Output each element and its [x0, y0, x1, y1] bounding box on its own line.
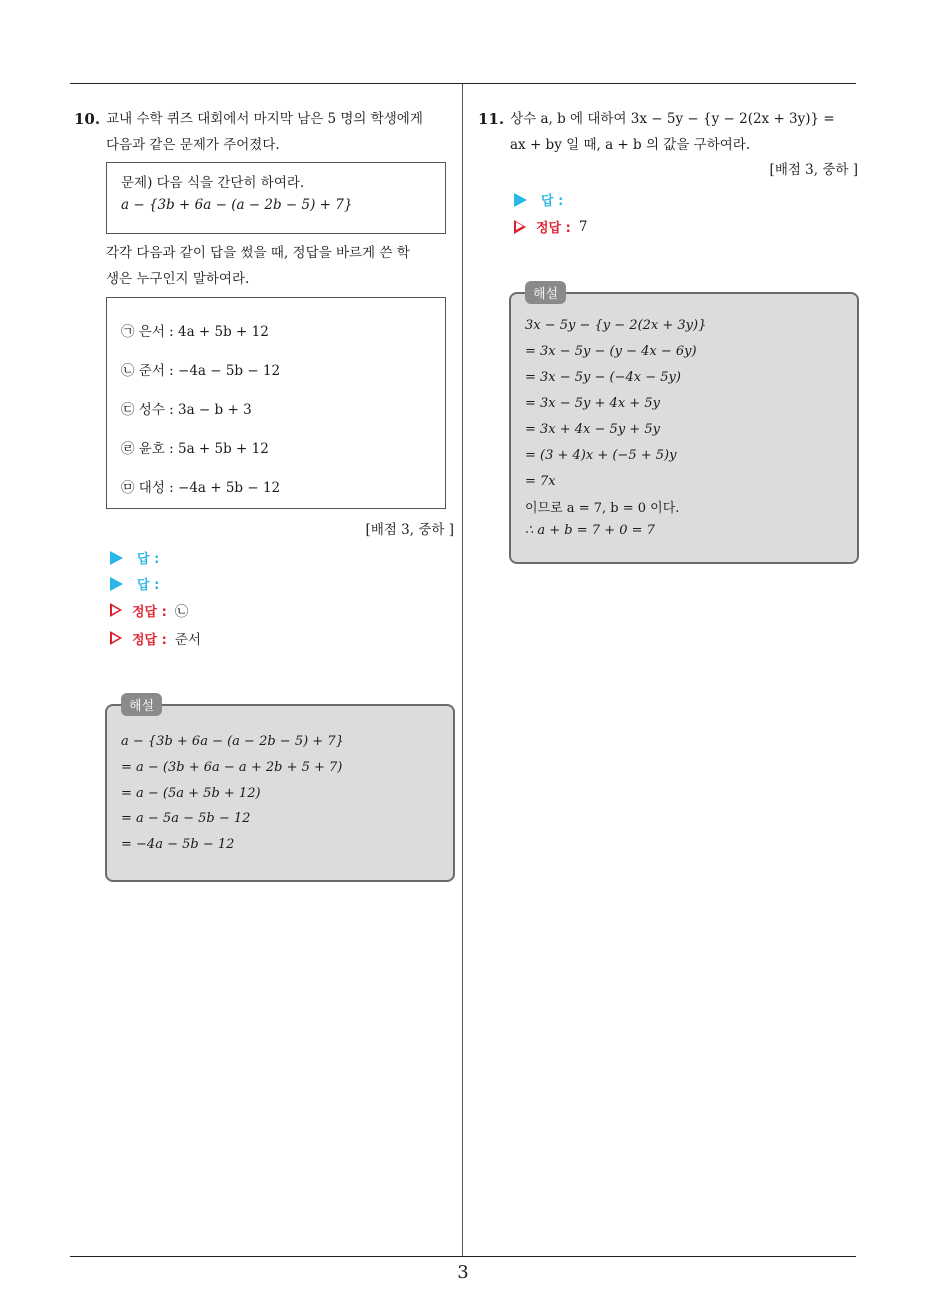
solution-line: = 3x − 5y − (y − 4x − 6y) [525, 344, 697, 359]
q11-correct-answer-line [514, 217, 587, 236]
choice-3: ㉢ 성수 : 3a − b + 3 [121, 402, 252, 418]
solution-line: = 3x + 4x − 5y + 5y [525, 422, 660, 437]
answer-line-2 [110, 574, 159, 593]
answer-line-1 [110, 548, 159, 567]
followup-line1: 각각 다음과 같이 답을 썼을 때, 정답을 바르게 쓴 학 [106, 245, 410, 261]
solution-line: = a − 5a − 5b − 12 [121, 811, 251, 826]
solution-line: = 3x − 5y − (−4x − 5y) [525, 370, 681, 385]
solution-tag: 해설 [121, 693, 162, 716]
solution-line: = (3 + 4)x + (−5 + 5)y [525, 448, 677, 463]
choice-1: ㉠ 은서 : 4a + 5b + 12 [121, 324, 269, 340]
play-arrow-icon [514, 193, 527, 207]
correct-label: 정답 : [132, 632, 167, 648]
question-10-problem-box [106, 162, 446, 234]
correct-label: 정답 : [536, 221, 571, 236]
choice-4: ㉣ 윤호 : 5a + 5b + 12 [121, 441, 269, 457]
outline-arrow-icon [514, 220, 526, 234]
followup-line2: 생은 누구인지 말하여라. [106, 271, 250, 287]
question-10-score: [배점 3, 중하 ] [365, 522, 454, 538]
question-11-stem [478, 106, 860, 158]
page-number: 3 [457, 1262, 469, 1283]
choice-5: ㉤ 대성 : −4a + 5b − 12 [121, 480, 281, 496]
correct-answer-line-1 [110, 600, 188, 620]
correct-label: 정답 : [132, 604, 167, 620]
choice-2: ㉡ 준서 : −4a − 5b − 12 [121, 363, 281, 379]
correct-value: 7 [578, 218, 588, 235]
play-arrow-icon [110, 577, 123, 591]
answer-label: 답 : [137, 552, 160, 567]
correct-answer-line-2 [110, 628, 201, 648]
bottom-rule [70, 1256, 856, 1257]
correct-value: 준서 [174, 632, 201, 648]
solution-line: = 3x − 5y + 4x + 5y [525, 396, 660, 411]
question-10-stem-line2: 다음과 같은 문제가 주어졌다. [106, 137, 280, 153]
q11-answer-line [514, 190, 563, 209]
solution-line: = −4a − 5b − 12 [121, 837, 235, 852]
solution-line: = a − (3b + 6a − a + 2b + 5 + 7) [121, 760, 343, 775]
question-10-followup [106, 240, 456, 292]
top-rule [70, 83, 856, 84]
problem-expression: a − {3b + 6a − (a − 2b − 5) + 7} [121, 197, 353, 213]
solution-line: a − {3b + 6a − (a − 2b − 5) + 7} [121, 734, 344, 749]
outline-arrow-icon [110, 603, 122, 617]
question-11-solution-box [509, 287, 859, 564]
question-10-stem [74, 106, 458, 158]
solution-line: 이므로 a = 7, b = 0 이다. [525, 501, 680, 516]
play-arrow-icon [110, 551, 123, 565]
outline-arrow-icon [110, 631, 122, 645]
solution-line: = a − (5a + 5b + 12) [121, 786, 261, 801]
solution-line: ∴ a + b = 7 + 0 = 7 [525, 523, 655, 538]
solution-line: 3x − 5y − {y − 2(2x + 3y)} [525, 318, 707, 333]
answer-label: 답 : [137, 578, 160, 593]
question-11-number: 11. [478, 110, 505, 128]
column-separator [462, 84, 463, 1256]
question-10-choices-box [106, 297, 446, 509]
correct-value: ㉡ [174, 604, 189, 620]
question-10-solution-box [105, 699, 455, 882]
problem-title: 문제) 다음 식을 간단히 하여라. [121, 175, 305, 191]
solution-tag: 해설 [525, 281, 566, 304]
question-11-stem-line1: 상수 a, b 에 대하여 3x − 5y − {y − 2(2x + 3y)} = [510, 111, 835, 127]
solution-line: = 7x [525, 474, 556, 489]
question-11-score: [배점 3, 중하 ] [769, 162, 858, 178]
question-10-stem-line1: 교내 수학 퀴즈 대회에서 마지막 남은 5 명의 학생에게 [106, 111, 423, 127]
answer-label: 답 : [541, 194, 564, 209]
question-11-stem-line2: ax + by 일 때, a + b 의 값을 구하여라. [510, 137, 751, 153]
question-10-number: 10. [74, 110, 101, 128]
